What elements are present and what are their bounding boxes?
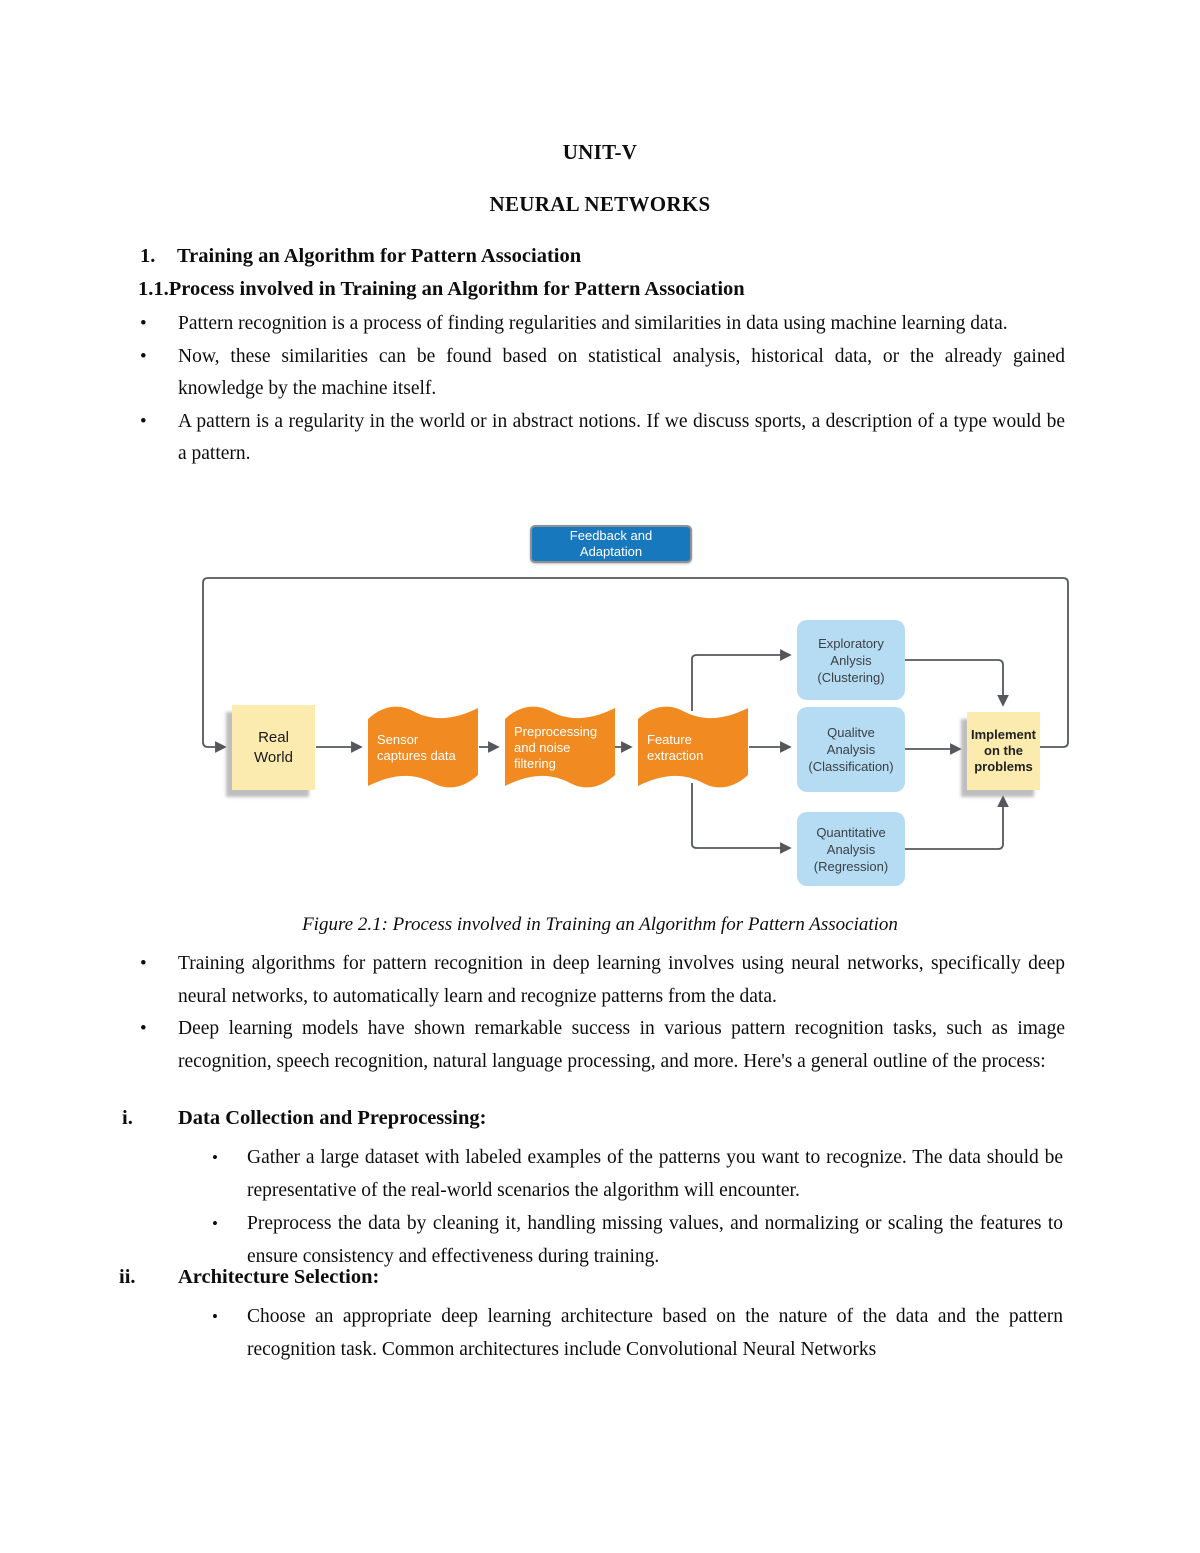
node-label: Analysis	[826, 841, 876, 857]
node-label: (Clustering)	[817, 669, 885, 685]
process-flow-diagram	[95, 515, 1110, 910]
roman-item-number: ii.	[119, 1266, 136, 1288]
bullet-item	[140, 948, 1065, 1013]
section-number: 1.	[140, 245, 156, 267]
node-label: Quantitative	[816, 824, 886, 840]
bullet-text: Gather a large dataset with labeled examples of the patterns you want to recognize. The data should be representative of the real-world scenarios the algorithm will encounter.	[247, 1147, 1063, 1201]
bullet-item	[140, 308, 1065, 341]
sub-bullet-list	[212, 1141, 1063, 1273]
page-subtitle: NEURAL NETWORKS	[489, 192, 711, 216]
bullet-text: Deep learning models have shown remarkable success in various pattern recognition tasks, such as image recognition, speech recognition, natural language processing, and more. Here's a general outline of the process:	[178, 1018, 1065, 1072]
node-label: Feedback and	[569, 528, 653, 543]
bullet-item	[212, 1300, 1063, 1366]
exploratory-analysis-node	[797, 620, 905, 700]
subsection-heading: 1.1.Process involved in Training an Algorithm for Pattern Association	[138, 278, 745, 300]
roman-item-title: Architecture Selection:	[178, 1266, 380, 1288]
preprocessing-noise-filtering-node	[505, 701, 615, 794]
bullet-marker: •	[140, 1018, 147, 1039]
bullet-text: A pattern is a regularity in the world or in abstract notions. If we discuss sports, a description of a type would be a pattern.	[178, 410, 1065, 464]
node-label: Anlysis	[830, 652, 872, 668]
bullet-item	[140, 406, 1065, 471]
bullet-marker: •	[212, 1214, 218, 1233]
bullet-item	[212, 1207, 1063, 1273]
node-label: Exploratory	[818, 635, 884, 651]
bullet-text: Now, these similarities can be found based on statistical analysis, historical data, or the already gained knowledge by the machine itself.	[178, 345, 1065, 399]
node-label: World	[254, 748, 293, 766]
qualitative-analysis-node	[797, 707, 905, 792]
real-world-node	[232, 705, 315, 790]
feature-extraction-node	[638, 701, 748, 794]
bullet-item	[140, 1013, 1065, 1078]
node-label: Implement	[970, 727, 1036, 742]
page-title: UNIT-V	[562, 140, 638, 164]
bullet-item	[140, 341, 1065, 406]
node-label: Feature extraction	[647, 731, 704, 763]
bullet-list-mid	[140, 948, 1065, 1078]
node-label: Qualitve	[827, 725, 875, 740]
section-heading	[140, 245, 1065, 268]
node-label: (Classification)	[808, 759, 894, 774]
bullet-text: Training algorithms for pattern recognition in deep learning involves using neural networks, specifically deep neural networks, to automatically learn and recognize patterns from the data.	[178, 953, 1065, 1007]
sub-bullet-list	[212, 1300, 1063, 1366]
node-label: (Regression)	[813, 858, 889, 874]
node-label: Preprocessing and noise filtering	[514, 723, 598, 771]
bullet-text: Pattern recognition is a process of finding regularities and similarities in data using machine learning data.	[178, 313, 1008, 334]
figure-caption: Figure 2.1: Process involved in Training an Algorithm for Pattern Association	[302, 914, 898, 935]
implement-on-problems-node	[967, 712, 1040, 790]
node-label: Real	[258, 728, 289, 746]
bullet-text: Choose an appropriate deep learning architecture based on the nature of the data and the pattern recognition task. Common architectures include Convolutional Neural Networks	[247, 1306, 1063, 1360]
bullet-marker: •	[140, 953, 147, 974]
roman-item-heading	[122, 1107, 1065, 1130]
bullet-marker: •	[140, 345, 147, 367]
bullet-marker: •	[140, 410, 147, 432]
node-label: Sensor captures data	[377, 731, 456, 763]
bullet-item	[212, 1141, 1063, 1207]
bullet-marker: •	[212, 1148, 218, 1167]
node-label: problems	[974, 759, 1033, 774]
section-title: Training an Algorithm for Pattern Association	[177, 245, 582, 267]
bullet-marker: •	[140, 313, 147, 334]
feedback-adaptation-node	[530, 525, 692, 563]
roman-item-title: Data Collection and Preprocessing:	[178, 1107, 487, 1129]
quantitative-analysis-node	[797, 812, 905, 886]
node-label: Analysis	[826, 742, 876, 757]
bullet-text: Preprocess the data by cleaning it, handling missing values, and normalizing or scaling the features to ensure consistency and effectiveness during training.	[247, 1213, 1063, 1267]
sensor-captures-data-node	[368, 701, 478, 794]
roman-item-number: i.	[122, 1107, 133, 1129]
roman-item-heading	[119, 1266, 1065, 1289]
node-label: Adaptation	[579, 544, 643, 559]
bullet-marker: •	[212, 1307, 218, 1326]
bullet-list-top	[140, 308, 1065, 471]
node-label: on the	[984, 743, 1023, 758]
